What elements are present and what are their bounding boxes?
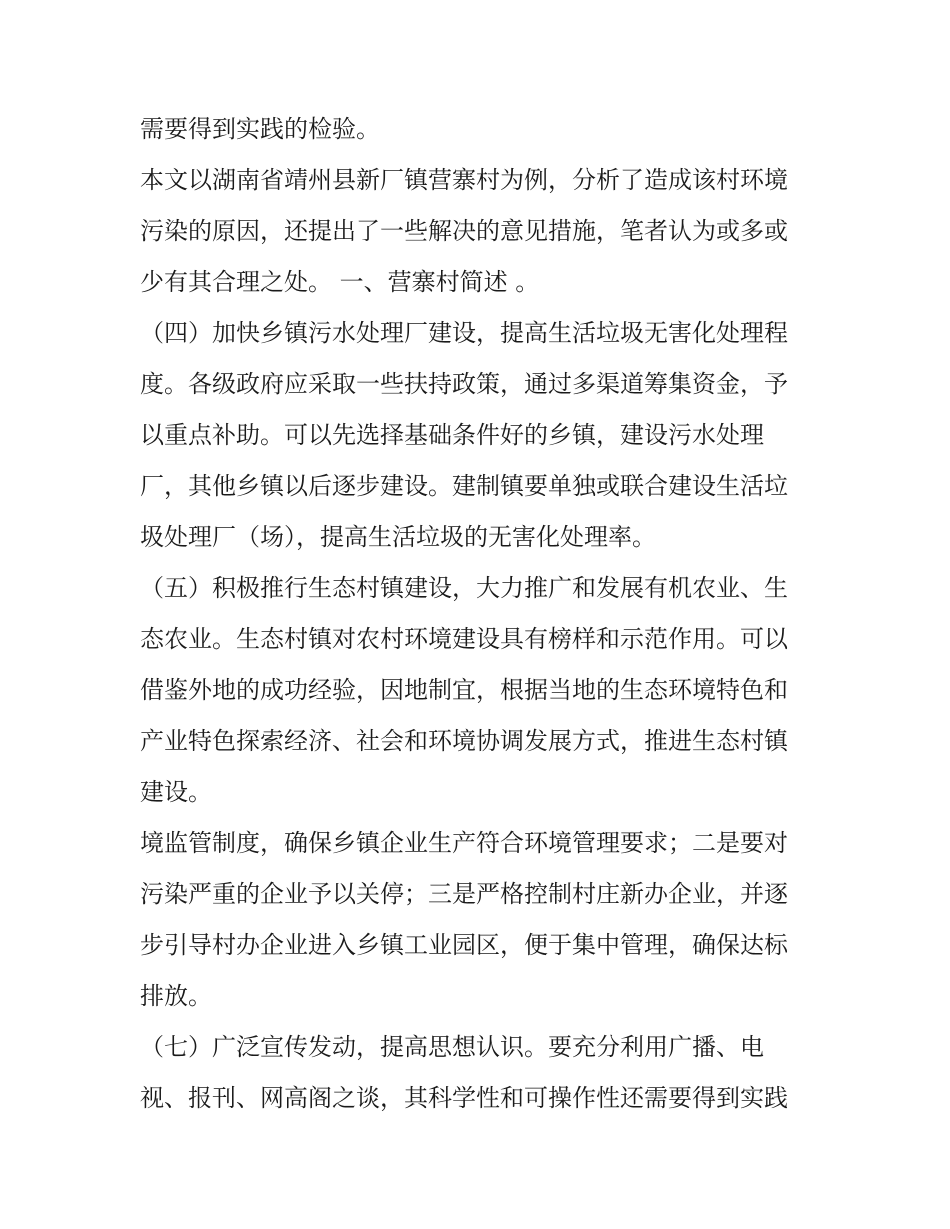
document-body [140, 104, 820, 1124]
text-line: 视、报刊、网高阁之谈，其科学性和可操作性还需要得到实践 [140, 1084, 788, 1112]
text-line: 境监管制度，确保乡镇企业生产符合环境管理要求；二是要对 [140, 829, 788, 857]
text-line: （四）加快乡镇污水处理厂建设，提高生活垃圾无害化处理程 [140, 319, 788, 347]
text-line: 建设。 [140, 778, 212, 806]
text-line: 厂，其他乡镇以后逐步建设。建制镇要单独或联合建设生活垃 [140, 472, 788, 500]
text-line: 需要得到实践的检验。 [140, 115, 380, 143]
text-line: （七）广泛宣传发动，提高思想认识。要充分利用广播、电 [140, 1033, 764, 1061]
text-line: 以重点补助。可以先选择基础条件好的乡镇，建设污水处理 [140, 421, 764, 449]
text-line: 少有其合理之处。 一、营寨村简述 。 [140, 268, 540, 296]
text-line: 污染的原因，还提出了一些解决的意见措施，笔者认为或多或 [140, 217, 788, 245]
text-line: 排放。 [140, 982, 212, 1010]
text-line: 本文以湖南省靖州县新厂镇营寨村为例，分析了造成该村环境 [140, 166, 788, 194]
text-line: 步引导村办企业进入乡镇工业园区，便于集中管理，确保达标 [140, 931, 788, 959]
text-line: 度。各级政府应采取一些扶持政策，通过多渠道筹集资金，予 [140, 370, 788, 398]
text-line: 圾处理厂（场），提高生活垃圾的无害化处理率。 [140, 523, 656, 551]
text-line: （五）积极推行生态村镇建设，大力推广和发展有机农业、生 [140, 574, 788, 602]
text-line: 借鉴外地的成功经验，因地制宜，根据当地的生态环境特色和 [140, 676, 788, 704]
text-line: 污染严重的企业予以关停；三是严格控制村庄新办企业，并逐 [140, 880, 788, 908]
text-line: 产业特色探索经济、社会和环境协调发展方式，推进生态村镇 [140, 727, 788, 755]
text-line: 态农业。生态村镇对农村环境建设具有榜样和示范作用。可以 [140, 625, 788, 653]
